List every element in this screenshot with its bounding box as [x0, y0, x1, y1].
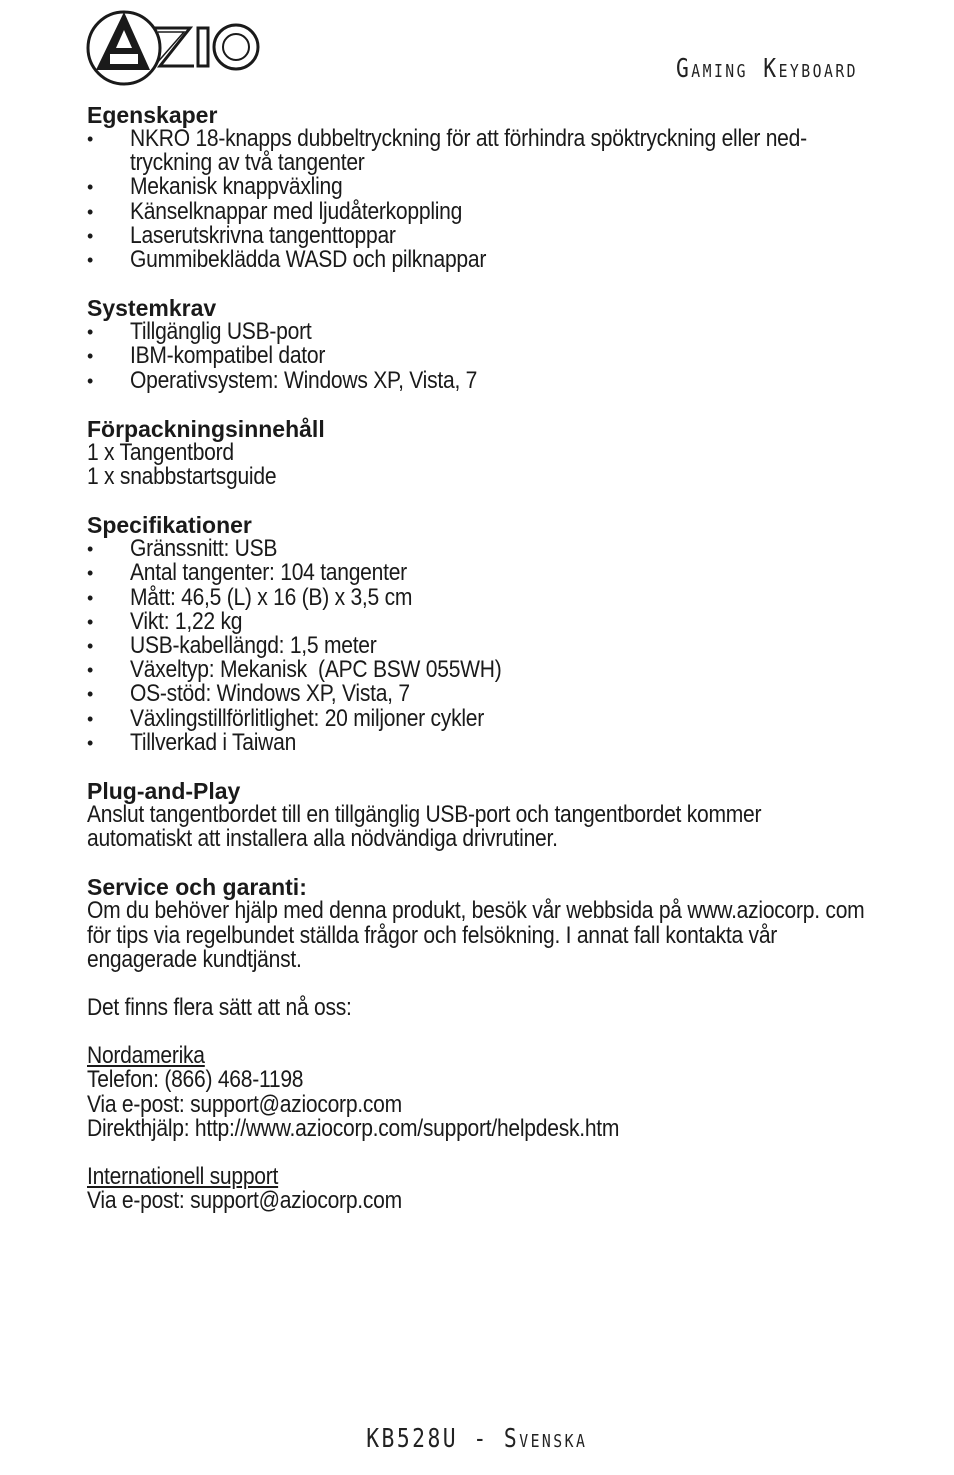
list-item: • Antal tangenter: 104 tangenter	[87, 561, 877, 585]
list-item: • USB-kabellängd: 1,5 meter	[87, 634, 877, 658]
features-section	[87, 103, 877, 272]
north-america-heading: Nordamerika	[87, 1042, 205, 1070]
manual-content	[87, 103, 877, 1238]
international-email: Via e-post: support@aziocorp.com	[87, 1187, 402, 1215]
specs-heading: Specifikationer	[87, 512, 252, 539]
list-item: • Mått: 46,5 (L) x 16 (B) x 3,5 cm	[87, 586, 877, 610]
list-item: • Laserutskrivna tangenttoppar	[87, 224, 877, 248]
specs-section	[87, 513, 877, 755]
north-america-email: Via e-post: support@aziocorp.com	[87, 1090, 402, 1118]
requirements-section	[87, 296, 877, 393]
international-section	[87, 1165, 877, 1213]
azio-logo	[86, 8, 262, 88]
list-item: • Tillgänglig USB-port	[87, 320, 877, 344]
specs-list	[87, 537, 877, 755]
north-america-phone: Telefon: (866) 468-1198	[87, 1066, 304, 1094]
package-section	[87, 417, 877, 489]
north-america-helpdesk: Direkthjälp: http://www.aziocorp.com/support/helpdesk.htm	[87, 1114, 620, 1142]
document-title: Gaming Keyboard	[675, 54, 858, 84]
requirements-heading: Systemkrav	[87, 295, 217, 322]
plugplay-section	[87, 779, 877, 851]
features-list	[87, 127, 877, 272]
plugplay-heading: Plug-and-Play	[87, 778, 241, 805]
service-section	[87, 875, 877, 972]
requirements-list	[87, 320, 877, 393]
list-item: • NKRO 18-knapps dubbeltryckning för att förhindra spöktryckning eller ned- tryckning av två tangenter	[87, 127, 877, 175]
service-text: Om du behöver hjälp med denna produkt, besök vår webbsida på www.aziocorp. com för tips via regelbundet ställda frågor och felsökning. I annat fall kontakta vår engagerade kundtjänst.	[87, 897, 865, 973]
list-item: • Gränssnitt: USB	[87, 537, 877, 561]
service-heading: Service och garanti:	[87, 874, 307, 901]
list-item: • OS-stöd: Windows XP, Vista, 7	[87, 682, 877, 706]
package-line: 1 x Tangentbord	[87, 438, 234, 466]
page-footer	[0, 1424, 954, 1454]
package-line: 1 x snabbstartsguide	[87, 463, 277, 491]
contact-intro	[87, 996, 877, 1020]
list-item: • Vikt: 1,22 kg	[87, 610, 877, 634]
north-america-section	[87, 1044, 877, 1141]
list-item: • Växlingstillförlitlighet: 20 miljoner cykler	[87, 707, 877, 731]
features-heading: Egenskaper	[87, 102, 218, 128]
list-item: • Operativsystem: Windows XP, Vista, 7	[87, 369, 877, 393]
list-item: • Mekanisk knappväxling	[87, 175, 877, 199]
footer-text: KB528U - Svenska	[366, 1424, 588, 1454]
contact-ways-text: Det finns flera sätt att nå oss:	[87, 994, 352, 1022]
plugplay-text: Anslut tangentbordet till en tillgänglig USB-port och tangentbordet kommer automatiskt att installera alla nödvändiga drivrutiner.	[87, 801, 762, 853]
package-heading: Förpackningsinnehåll	[87, 415, 325, 442]
list-item: • Gummibeklädda WASD och pilknappar	[87, 248, 877, 272]
list-item: • Tillverkad i Taiwan	[87, 731, 877, 755]
international-heading: Internationell support	[87, 1163, 279, 1191]
list-item: • Växeltyp: Mekanisk (APC BSW 055WH)	[87, 658, 877, 682]
list-item: • IBM-kompatibel dator	[87, 344, 877, 368]
list-item: • Känselknappar med ljudåterkoppling	[87, 200, 877, 224]
